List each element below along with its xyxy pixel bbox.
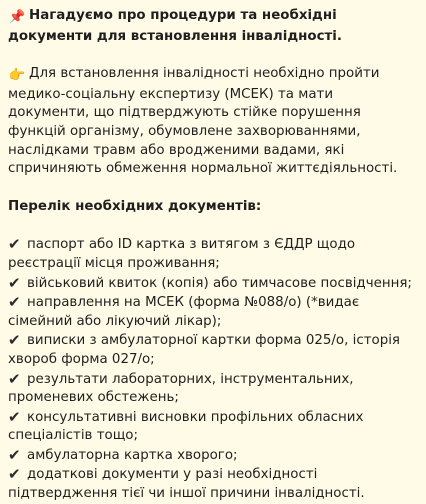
checkmark-icon: ✔ (8, 445, 21, 464)
pushpin-icon: 📌 (8, 10, 26, 25)
list-item: ✔ паспорт або ID картка з витягом з ЄДДР щодо реєстрації місця проживання; (8, 235, 356, 271)
checkmark-icon: ✔ (8, 273, 21, 292)
list-item: ✔ додаткові документи у разі необхідності підтвердження тієї чи іншої причини інвалідності. (8, 465, 365, 502)
checkmark-icon: ✔ (8, 369, 21, 388)
intro-text: Для встановлення інвалідності необхідно пройти медико-соціальну експертизу (МСЕК) та мати документи, що підтверджують стійке порушення функцій організму, обумовлене захворюваннями, наслідками травм або вродженими вадами, які спричиняють обмеження нормальної життєдіяльності. (8, 66, 398, 177)
list-item: ✔ результати лабораторних, інструментальних, променевих обстежень; (8, 369, 354, 406)
checkmark-icon: ✔ (8, 407, 21, 426)
checkmark-icon: ✔ (8, 331, 21, 350)
message-title (8, 7, 418, 46)
documents-list (8, 235, 418, 503)
pointing-hand-icon: 👉 (8, 68, 26, 84)
list-item: ✔ амбулаторна картка хворого; (8, 445, 238, 464)
list-item: ✔ направлення на МСЕК (форма №088/о) (*видає сімейний або лікуючий лікар); (8, 293, 360, 329)
checkmark-icon: ✔ (8, 293, 21, 312)
list-item: ✔ консультативні висновки профільних обласних спеціалістів тощо; (8, 407, 364, 444)
intro-paragraph (8, 65, 418, 179)
checkmark-icon: ✔ (8, 235, 21, 254)
checkmark-icon: ✔ (8, 465, 21, 484)
list-item: ✔ виписки з амбулаторної картки форма 025/о, історія хвороб форма 027/о; (8, 331, 400, 367)
list-heading: Перелік необхідних документів: (8, 198, 262, 214)
list-item: ✔ військовий квиток (копія) або тимчасове посвідчення; (8, 273, 412, 292)
title-text: Нагадуємо про процедури та необхідні документи для встановлення інвалідності. (8, 8, 342, 44)
